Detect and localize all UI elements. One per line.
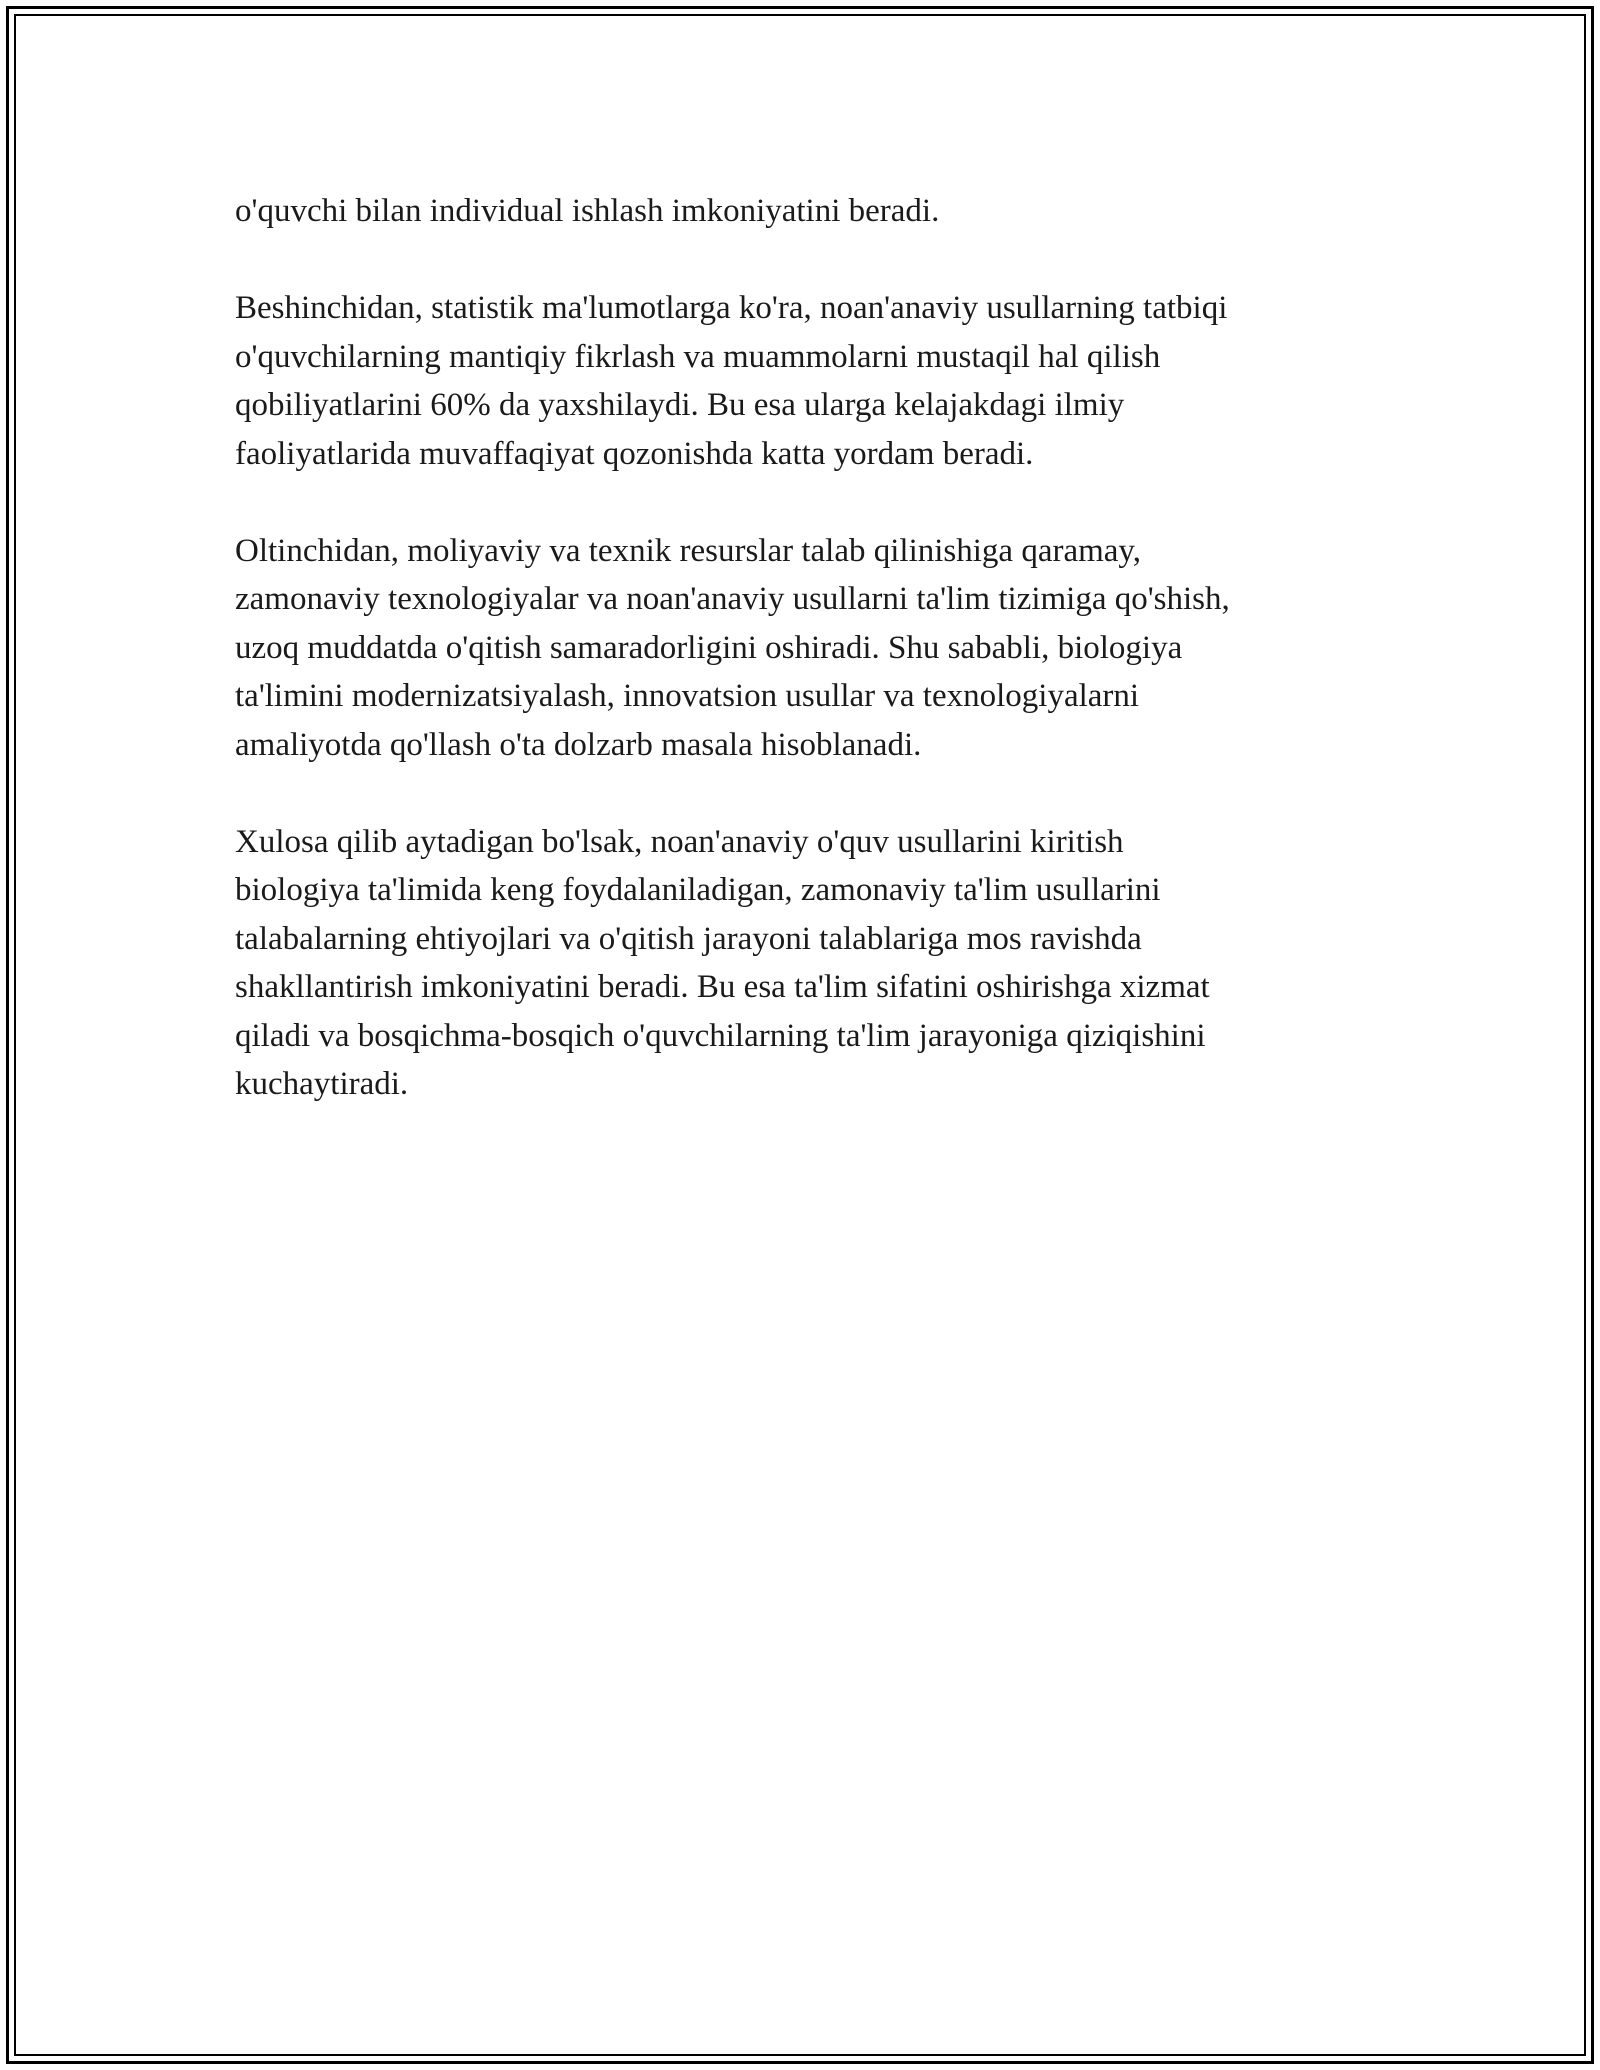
text-line: qobiliyatlarini 60% da yaxshilaydi. Bu esa ularga kelajakdagi ilmiy [235, 387, 1125, 423]
text-line: uzoq muddatda o'qitish samaradorligini oshiradi. Shu sababli, biologiya [235, 629, 1183, 666]
text-line: Oltinchidan, moliyaviy va texnik resurslar talab qilinishiga qaramay, [235, 532, 1142, 569]
text-line: amaliyotda qo'llash o'ta dolzarb masala hisoblanadi. [235, 726, 922, 763]
text-line: o'quvchilarning mantiqiy fikrlash va muammolarni mustaqil hal qilish [235, 338, 1161, 375]
document-body [235, 187, 1395, 1157]
text-line: ta'limini modernizatsiyalash, innovatsion usullar va texnologiyalarni [235, 678, 1140, 714]
text-line: talabalarning ehtiyojlari va o'qitish jarayoni talablariga mos ravishda [235, 920, 1142, 957]
text-line: o'quvchi bilan individual ishlash imkoniyatini beradi. [235, 193, 940, 229]
text-line: zamonaviy texnologiyalar va noan'anaviy usullarni ta'lim tizimiga qo'shish, [235, 581, 1230, 617]
text-line: kuchaytiradi. [235, 1066, 409, 1102]
paragraph-2 [235, 284, 1395, 478]
text-line: biologiya ta'limida keng foydalaniladigan, zamonaviy ta'lim usullarini [235, 872, 1161, 908]
text-line: Beshinchidan, statistik ma'lumotlarga ko'ra, noan'anaviy usullarning tatbiqi [235, 290, 1228, 326]
text-line: Xulosa qilib aytadigan bo'lsak, noan'anaviy o'quv usullarini kiritish [235, 823, 1124, 860]
paragraph-1 [235, 187, 1395, 236]
paragraph-3 [235, 527, 1395, 770]
text-line: shakllantirish imkoniyatini beradi. Bu esa ta'lim sifatini oshirishga xizmat [235, 969, 1210, 1005]
text-line: faoliyatlarida muvaffaqiyat qozonishda katta yordam beradi. [235, 435, 1034, 472]
text-line: qiladi va bosqichma-bosqich o'quvchilarning ta'lim jarayoniga qiziqishini [235, 1017, 1206, 1054]
paragraph-4 [235, 818, 1395, 1109]
